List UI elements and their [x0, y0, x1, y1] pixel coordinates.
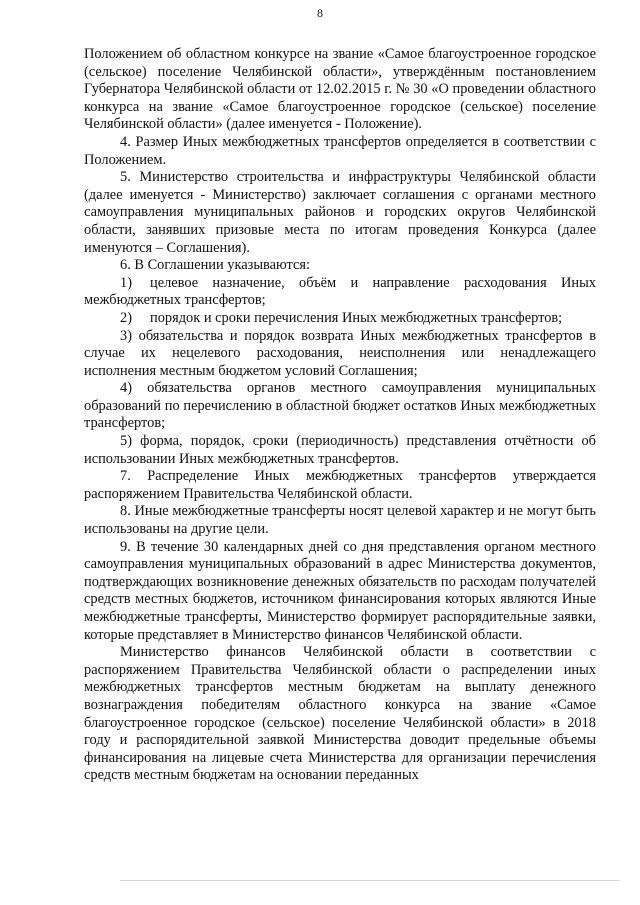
list-item-1 [84, 275, 596, 310]
list-item-4: 4) обязательства органов местного самоуправления муниципальных образований по перечислению в областной бюджет остатков Иных межбюджетных трансфертов; [84, 380, 596, 432]
paragraph-9: 9. В течение 30 календарных дней со дня представления органом местного самоуправления муниципальных образований в адрес Министерства документов, подтверждающих возникновение денежных обязательств по расходам получателей средств местных бюджетов, источником финансирования которых являются Иные межбюджетные трансферты, Министерство формирует распорядительные заявки, которые представляет в Министерство финансов Челябинской области. [84, 538, 596, 643]
list-item-5: 5) форма, порядок, сроки (периодичность) представления отчётности об использовании Иных межбюджетных трансфертов. [84, 433, 596, 467]
bottom-rule [120, 880, 620, 881]
document-body [84, 46, 596, 785]
paragraph-5: 5. Министерство строительства и инфраструктуры Челябинской области (далее именуется - Министерство) заключает соглашения с органами местного самоуправления муниципальных районов и городских округов Челябинской области, занявших призовые места по итогам проведения Конкурса (далее именуются – Соглашения). [84, 169, 596, 256]
list-item-2-number: 2) [120, 309, 132, 326]
paragraph-continuation: Положением об областном конкурсе на звание «Самое благоустроенное городское (сельское) поселение Челябинской области», утверждённым постановлением Губернатора Челябинской области от 12.02.2015 г. № 30 «О проведении областного конкурса на звание «Самое благоустроенное городское (сельское) поселение Челябинской области» (далее именуется - Положение). [84, 46, 596, 133]
list-item-1-text: целевое назначение, объём и направление расходования Иных межбюджетных трансфертов; [84, 274, 596, 309]
paragraph-10: Министерство финансов Челябинской области в соответствии с распоряжением Правительства Челябинской области о распределении иных межбюджетных трансфертов местным бюджетам на выплату денежного вознаграждения победителям областного конкурса на звание «Самое благоустроенное городское (сельское) поселение Челябинской области» в 2018 году и распорядительной заявкой Министерства доводит предельные объемы финансирования на лицевые счета Министерства для организации перечисления средств местным бюджетам на основании переданных [84, 644, 596, 784]
paragraph-6: 6. В Соглашении указываются: [120, 257, 311, 274]
paragraph-7: 7. Распределение Иных межбюджетных трансфертов утверждается распоряжением Правительства Челябинской области. [84, 468, 596, 502]
paragraph-4: 4. Размер Иных межбюджетных трансфертов определяется в соответствии с Положением. [84, 133, 596, 168]
paragraph-8: 8. Иные межбюджетные трансферты носят целевой характер и не могут быть использованы на другие цели. [84, 503, 596, 538]
list-item-2-text: порядок и сроки перечисления Иных межбюджетных трансфертов; [150, 309, 563, 326]
list-item-2 [84, 310, 596, 328]
list-item-3: 3) обязательства и порядок возврата Иных межбюджетных трансфертов в случае их нецелевого расходования, неисполнения или ненадлежащего исполнения местным бюджетом условий Соглашения; [84, 327, 596, 379]
page-number: 8 [317, 6, 323, 20]
list-item-1-number: 1) [120, 274, 132, 291]
